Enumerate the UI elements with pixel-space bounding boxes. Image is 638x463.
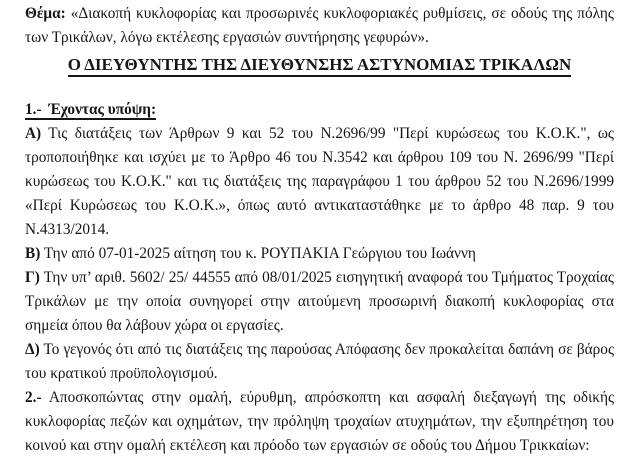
item-b-label: Β): [25, 245, 41, 262]
document-heading-text: Ο ΔΙΕΥΘΥΝΤΗΣ ΤΗΣ ΔΙΕΥΘΥΝΣΗΣ ΑΣΤΥΝΟΜΙΑΣ ΤΡΙΚΑΛΩΝ: [68, 55, 572, 77]
document-heading: [25, 52, 614, 78]
consideration-item-b: [25, 242, 614, 266]
item-c-label: Γ): [25, 269, 40, 286]
subject-label: Θέμα:: [25, 5, 66, 22]
item-d-label: Δ): [25, 341, 40, 358]
section2-paragraph: [25, 386, 614, 458]
consideration-item-d: [25, 338, 614, 386]
section2-number: 2.-: [25, 389, 42, 406]
subject-text: «Διακοπή κυκλοφορίας και προσωρινές κυκλοφοριακές ρυθμίσεις, σε οδούς της πόλης των Τρικάλων, λόγω εκτέλεσης εργασιών συντήρησης γεφυρών».: [25, 5, 614, 46]
section2-text: Αποσκοπώντας στην ομαλή, εύρυθμη, απρόσκοπτη και ασφαλή διεξαγωγή της οδικής κυκλοφορίας πεζών και οχημάτων, την πρόληψη τροχαίων ατυχημάτων, την εξυπηρέτηση του κοινού και στην ομαλή εκτέλεση και πρόοδο των εργασιών σε οδούς του Δήμου Τρικκαίων:: [25, 389, 614, 454]
subject-paragraph: [25, 2, 614, 50]
consideration-item-a: [25, 122, 614, 242]
consideration-item-c: [25, 266, 614, 338]
item-c-text: Την υπ’ αριθ. 5602/ 25/ 44555 από 08/01/2025 εισηγητική αναφορά του Τμήματος Τροχαίας Τρικάλων με την οποία συνηγορεί στην αιτούμενη προσωρινή διακοπή κυκλοφορίας στα σημεία όπου θα λάβουν χώρα οι εργασίες.: [25, 269, 614, 334]
item-a-label: Α): [25, 125, 42, 142]
item-a-text: Τις διατάξεις των Άρθρων 9 και 52 του Ν.2696/99 "Περί κυρώσεως του Κ.Ο.Κ.", ως τροποποιήθηκε και ισχύει με το Άρθρο 46 του Ν.3542 και άρθρου 109 του Ν. 2696/99 "Περί κυρώσεως του Κ.Ο.Κ." και τις διατάξεις της παραγράφου 1 του άρθρου 52 του Ν.2696/1999 «Περί Κυρώσεως του Κ.Ο.Κ.», όπως αυτό αντικαταστάθηκε με το άρθρο 48 παρ. 9 του Ν.4313/2014.: [25, 125, 614, 238]
section1-heading: [25, 98, 614, 122]
section1-number: 1.-: [25, 101, 42, 118]
section1-title: Έχοντας υπόψη:: [48, 101, 157, 118]
item-b-text: Την από 07-01-2025 αίτηση του κ. ΡΟΥΠΑΚΙΑ Γεώργιου του Ιωάννη: [43, 245, 476, 262]
item-d-text: Το γεγονός ότι από τις διατάξεις της παρούσας Απόφασης δεν προκαλείται δαπάνη σε βάρος του κρατικού προϋπολογισμού.: [25, 341, 614, 382]
